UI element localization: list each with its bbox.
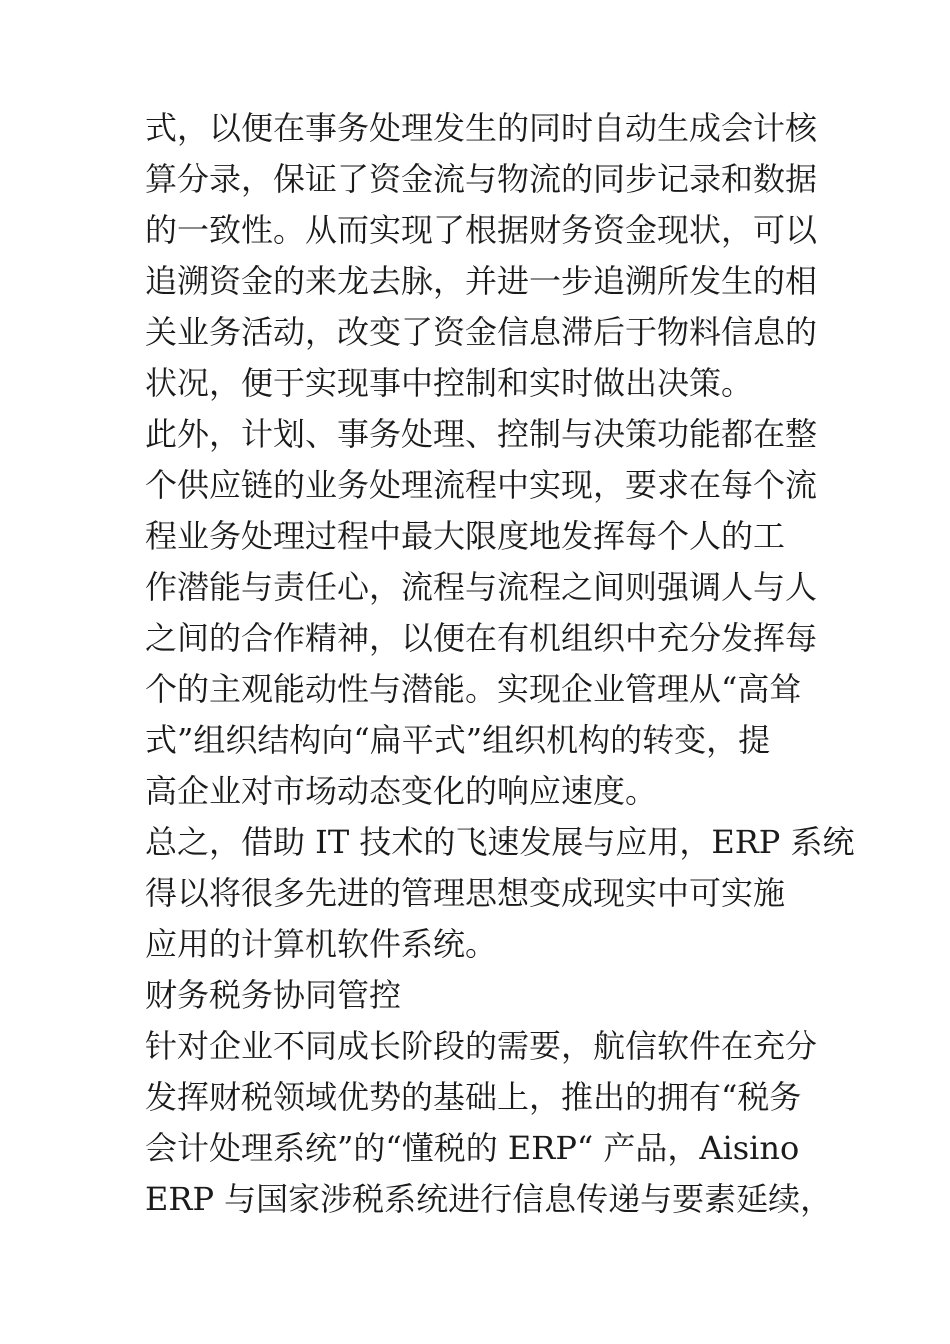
text-line-14: 高企业对市场动态变化的响应速度。 xyxy=(145,772,658,810)
text-line-20: 发挥财税领域优势的基础上，推出的拥有“税务 xyxy=(145,1078,802,1116)
text-line-9: 程业务处理过程中最大限度地发挥每个人的工 xyxy=(145,517,786,555)
text-line-3: 的一致性。从而实现了根据财务资金现状，可以 xyxy=(145,211,818,249)
text-line-15: 总之，借助 IT 技术的飞速发展与应用，ERP 系统 xyxy=(145,823,855,861)
text-line-2: 算分录，保证了资金流与物流的同步记录和数据 xyxy=(145,160,818,198)
text-line-8: 个供应链的业务处理流程中实现，要求在每个流 xyxy=(145,466,818,504)
text-line-6: 状况，便于实现事中控制和实时做出决策。 xyxy=(145,364,754,402)
text-line-12: 个的主观能动性与潜能。实现企业管理从“高耸 xyxy=(145,670,802,708)
text-line-19: 针对企业不同成长阶段的需要，航信软件在充分 xyxy=(145,1027,818,1065)
text-line-10: 作潜能与责任心，流程与流程之间则强调人与人 xyxy=(145,568,818,606)
text-line-13: 式”组织结构向“扁平式”组织机构的转变，提 xyxy=(145,721,771,759)
text-line-7: 此外，计划、事务处理、控制与决策功能都在整 xyxy=(145,415,818,453)
text-line-21: 会计处理系统”的“懂税的 ERP“ 产品，Aisino xyxy=(145,1129,800,1167)
text-line-1: 式，以便在事务处理发生的同时自动生成会计核 xyxy=(145,109,818,147)
document-body-text xyxy=(145,103,855,1225)
text-line-11: 之间的合作精神，以便在有机组织中充分发挥每 xyxy=(145,619,818,657)
text-line-22: ERP 与国家涉税系统进行信息传递与要素延续， xyxy=(145,1180,833,1218)
section-heading: 财务税务协同管控 xyxy=(145,976,402,1014)
text-line-16: 得以将很多先进的管理思想变成现实中可实施 xyxy=(145,874,786,912)
text-line-5: 关业务活动，改变了资金信息滞后于物料信息的 xyxy=(145,313,818,351)
text-line-17: 应用的计算机软件系统。 xyxy=(145,925,498,963)
text-line-4: 追溯资金的来龙去脉，并进一步追溯所发生的相 xyxy=(145,262,818,300)
